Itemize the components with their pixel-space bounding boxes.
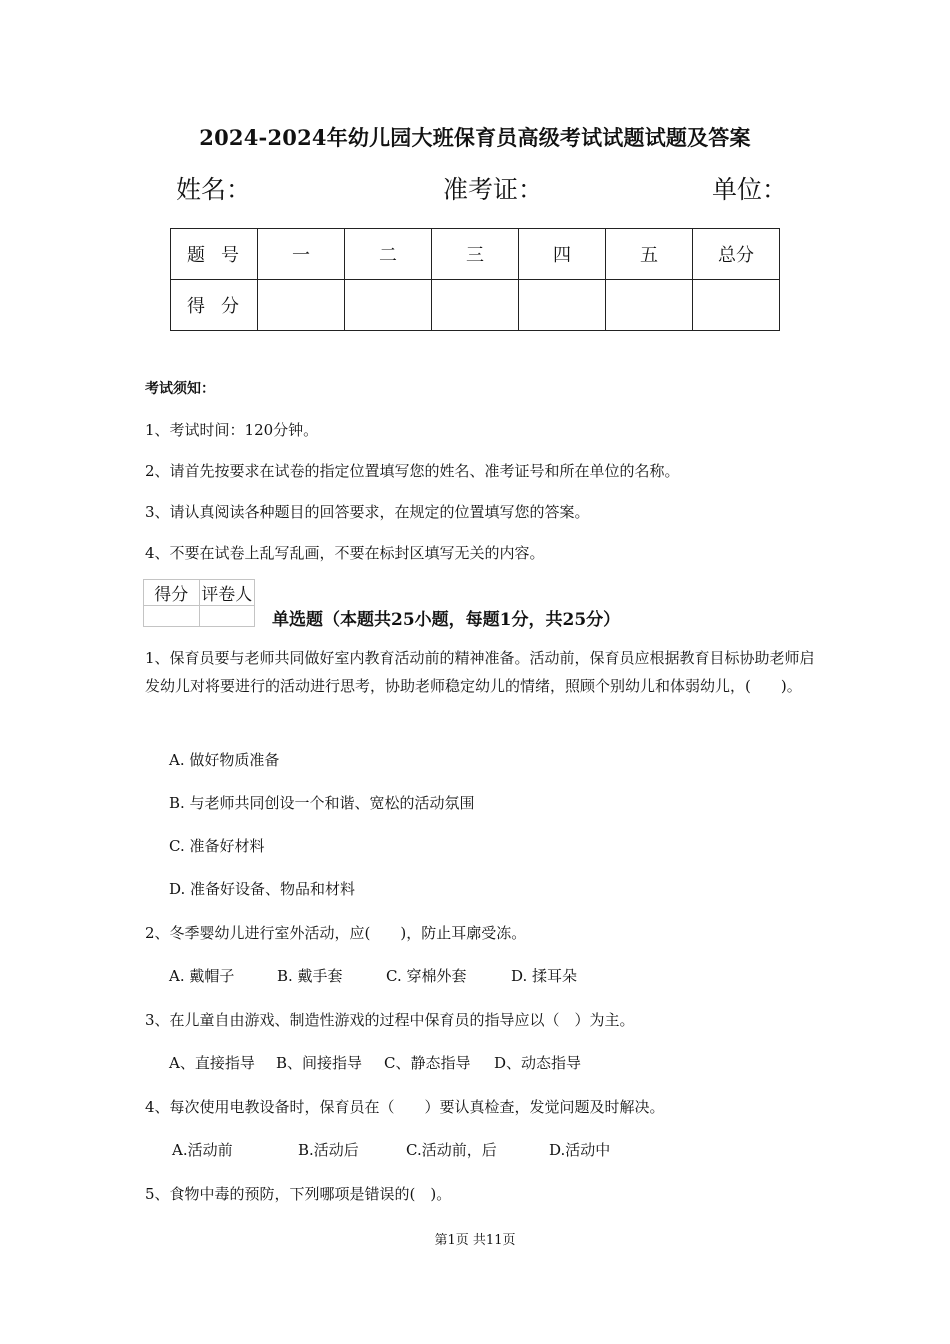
notice-item: 3、请认真阅读各种题目的回答要求，在规定的位置填写您的答案。 — [145, 503, 590, 521]
notice-heading: 考试须知： — [145, 381, 215, 397]
question-option: B、间接指导 — [276, 1054, 363, 1072]
question-option: A、直接指导 — [169, 1054, 255, 1072]
score-cell[interactable] — [693, 280, 780, 331]
section-title: 单选题（本题共25小题，每题1分，共25分） — [272, 610, 621, 630]
notice-item: 1、考试时间：120分钟。 — [145, 421, 319, 439]
column-header: 三 — [432, 229, 519, 280]
score-table-score-row — [171, 280, 780, 331]
question-option: C. 准备好材料 — [169, 837, 265, 855]
question-option: B.活动后 — [298, 1141, 359, 1159]
unit-field-label: 单位： — [712, 175, 788, 204]
question-option: B. 与老师共同创设一个和谐、宽松的活动氛围 — [169, 794, 475, 812]
score-table — [170, 228, 780, 331]
question-stem: 5、食物中毒的预防，下列哪项是错误的( )。 — [145, 1185, 452, 1203]
question-option: A. 戴帽子 — [169, 967, 235, 985]
question-option: D、动态指导 — [494, 1054, 582, 1072]
column-header: 二 — [345, 229, 432, 280]
document-title: 2024-2024年幼儿园大班保育员高级考试试题试题及答案 — [199, 125, 751, 150]
question-option: C. 穿棉外套 — [386, 967, 467, 985]
question-option: C、静态指导 — [384, 1054, 471, 1072]
question-option: A. 做好物质准备 — [169, 751, 280, 769]
grader-name-cell[interactable] — [199, 606, 255, 627]
page-footer: 第1页 共11页 — [434, 1233, 516, 1248]
question-stem: 2、冬季婴幼儿进行室外活动，应( )，防止耳廓受冻。 — [145, 924, 527, 942]
question-option: C.活动前，后 — [406, 1141, 497, 1159]
notice-item: 4、不要在试卷上乱写乱画，不要在标封区填写无关的内容。 — [145, 544, 545, 562]
column-header: 四 — [519, 229, 606, 280]
question-option: D.活动中 — [549, 1141, 611, 1159]
column-header: 一 — [258, 229, 345, 280]
score-cell[interactable] — [432, 280, 519, 331]
column-header: 五 — [606, 229, 693, 280]
grader-score-cell[interactable] — [144, 606, 200, 627]
question-option: A.活动前 — [172, 1141, 233, 1159]
grader-name-label: 评卷人 — [199, 580, 255, 606]
score-table-header-row — [171, 229, 780, 280]
name-field-label: 姓名： — [176, 175, 252, 204]
grader-score-label: 得分 — [144, 580, 200, 606]
question-stem: 4、每次使用电教设备时，保育员在（ ）要认真检查，发觉问题及时解决。 — [145, 1098, 665, 1116]
question-option: B. 戴手套 — [277, 967, 343, 985]
column-header: 总分 — [693, 229, 780, 280]
question-option: D. 准备好设备、物品和材料 — [169, 880, 356, 898]
score-row-label: 得分 — [171, 280, 258, 331]
score-cell[interactable] — [345, 280, 432, 331]
question-stem: 1、保育员要与老师共同做好室内教育活动前的精神准备。活动前，保育员应根据教育目标协助老师启发幼儿对将要进行的活动进行思考，协助老师稳定幼儿的情绪，照顾个别幼儿和体弱幼儿，( )。 — [145, 649, 815, 695]
question-number-header: 题号 — [171, 229, 258, 280]
notice-item: 2、请首先按要求在试卷的指定位置填写您的姓名、准考证号和所在单位的名称。 — [145, 462, 680, 480]
exam-number-field-label: 准考证： — [443, 175, 544, 204]
question-option: D. 揉耳朵 — [511, 967, 578, 985]
score-cell[interactable] — [519, 280, 606, 331]
score-cell[interactable] — [606, 280, 693, 331]
grader-table — [143, 579, 255, 627]
question-stem: 3、在儿童自由游戏、制造性游戏的过程中保育员的指导应以（ ）为主。 — [145, 1011, 635, 1029]
score-cell[interactable] — [258, 280, 345, 331]
